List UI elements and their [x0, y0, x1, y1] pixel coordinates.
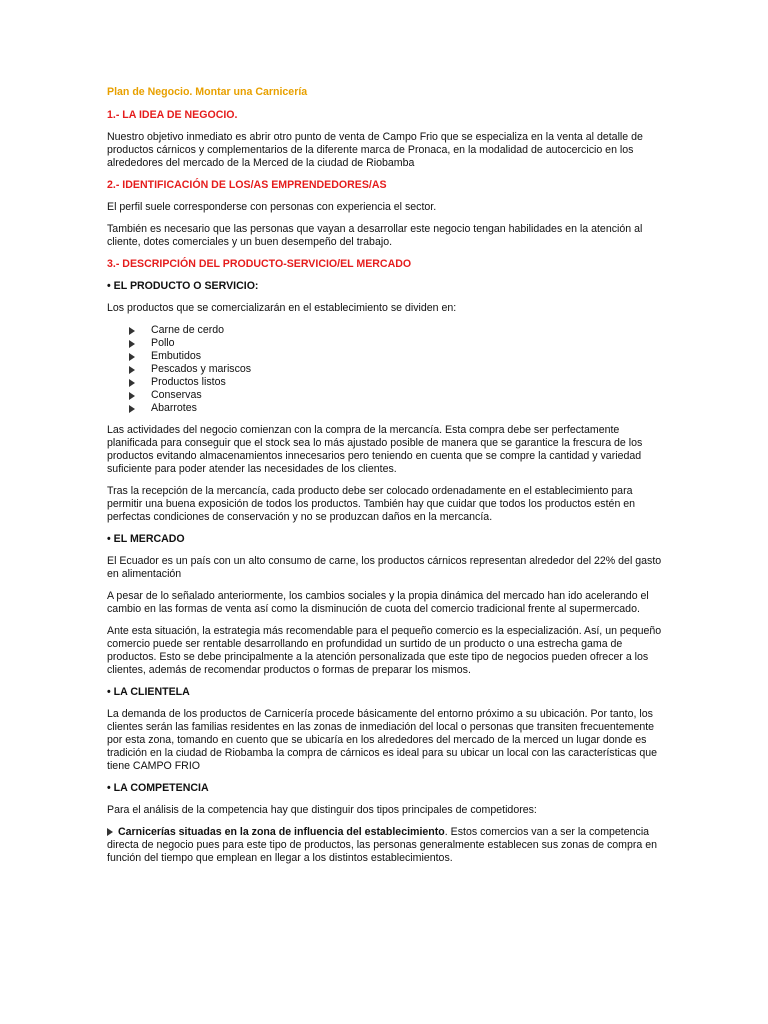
clientela-paragraph: La demanda de los productos de Carnicería procede básicamente del entorno próximo a su ubicación. Por tanto, los clientes serán las familias residentes en las zonas de inmediación del local o personas que transiten frecuentemente por esta zona, tomando en cuento que se ubicaría en los alrededores del mercado de la merced un lugar donde es tradición en la ciudad de Riobamba la compra de cárnicos es ideal para su ubicar un local con las características que tiene CAMPO FRIO: [107, 708, 658, 772]
competencia-heading: • LA COMPETENCIA: [107, 782, 209, 794]
producto-intro: Los productos que se comercializarán en el establecimiento se dividen en:: [107, 302, 457, 314]
list-item: Pescados y mariscos: [129, 363, 662, 376]
document-body: [107, 86, 662, 865]
list-item: Pollo: [129, 337, 662, 350]
triangle-bullet-icon: [129, 379, 135, 387]
triangle-bullet-icon: [129, 353, 135, 361]
triangle-bullet-icon: [129, 340, 135, 348]
clientela-heading: • LA CLIENTELA: [107, 686, 190, 698]
mercado-heading: • EL MERCADO: [107, 533, 185, 545]
triangle-bullet-icon: [129, 327, 135, 335]
list-item: Carne de cerdo: [129, 324, 662, 337]
competencia-item-1: [107, 826, 662, 865]
mercado-paragraph-2: A pesar de lo señalado anteriormente, los cambios sociales y la propia dinámica del mercado han ido acelerando el cambio en las formas de venta así como la disminución de cuota del comercio tradicional frente al supermercado.: [107, 590, 649, 615]
list-item: Abarrotes: [129, 402, 662, 415]
section-3-heading: 3.- DESCRIPCIÓN DEL PRODUCTO-SERVICIO/EL MERCADO: [107, 258, 412, 270]
section-2-heading: 2.- IDENTIFICACIÓN DE LOS/AS EMPRENDEDORES/AS: [107, 179, 387, 191]
triangle-bullet-icon: [129, 392, 135, 400]
document-title: Plan de Negocio. Montar una Carnicería: [107, 86, 308, 98]
mercado-paragraph-1: El Ecuador es un país con un alto consumo de carne, los productos cárnicos representan alrededor del 22% del gasto en alimentación: [107, 555, 662, 580]
producto-paragraph-1: Las actividades del negocio comienzan con la compra de la mercancía. Esta compra debe ser perfectamente planificada para conseguir que el stock sea lo más ajustado posible de manera que se garantice la frescura de los productos evitando almacenamientos innecesarios pero teniendo en cuenta que se compre la cantidad y variedad suficiente para poder atender las necesidades de los clientes.: [107, 424, 643, 475]
triangle-bullet-icon: [107, 828, 113, 836]
section-2-paragraph-2: También es necesario que las personas que vayan a desarrollar este negocio tengan habilidades en la atención al cliente, dotes comerciales y un buen desempeño del trabajo.: [107, 223, 643, 248]
competencia-item-1-title: Carnicerías situadas en la zona de influencia del establecimiento: [118, 826, 445, 838]
section-2-paragraph-1: El perfil suele corresponderse con personas con experiencia el sector.: [107, 201, 437, 213]
producto-paragraph-2: Tras la recepción de la mercancía, cada producto debe ser colocado ordenadamente en el establecimiento para permitir una buena exposición de todos los productos. También hay que cuidar que todos los productos estén en perfectas condiciones de conservación y no se produzcan daños en la mercancía.: [107, 485, 636, 523]
triangle-bullet-icon: [129, 405, 135, 413]
section-1-paragraph: Nuestro objetivo inmediato es abrir otro punto de venta de Campo Frio que se especializa en la venta al detalle de productos cárnicos y complementarios de la diferente marca de Pronaca, en la modalidad de autocercicio en los alrededores del mercado de la Merced de la ciudad de Riobamba: [107, 131, 643, 169]
list-item: Embutidos: [129, 350, 662, 363]
mercado-paragraph-3: Ante esta situación, la estrategia más recomendable para el pequeño comercio es la especialización. Así, un pequeño comercio puede ser rentable desarrollando en profundidad un surtido de un producto o una estrecha gama de productos. Esto se debe principalmente a la atención personalizada que este tipo de negocios pueden ofrecer a los clientes, además de recomendar productos o formas de preparar los mismos.: [107, 625, 662, 676]
product-list: [107, 324, 662, 415]
section-1-heading: 1.- LA IDEA DE NEGOCIO.: [107, 109, 238, 121]
list-item: Productos listos: [129, 376, 662, 389]
list-item: Conservas: [129, 389, 662, 402]
triangle-bullet-icon: [129, 366, 135, 374]
producto-heading: • EL PRODUCTO O SERVICIO:: [107, 280, 259, 292]
competencia-intro: Para el análisis de la competencia hay que distinguir dos tipos principales de competidores:: [107, 804, 537, 816]
competencia-item-1-text: . Estos comercios van a ser la competencia directa de negocio pues para este tipo de productos, las personas generalmente establecen sus zonas de compra en función del tiempo que emplean en llegar a los distintos establecimientos.: [107, 826, 658, 864]
